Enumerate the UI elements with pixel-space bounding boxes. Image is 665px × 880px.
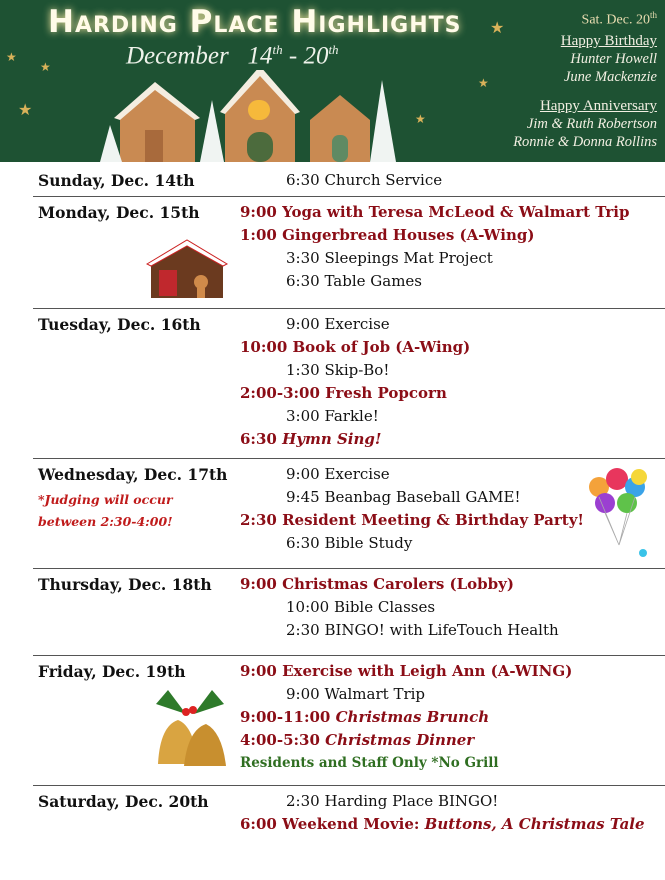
event-list [240,201,629,293]
event-text: 1:00 Gingerbread Houses (A-Wing) [240,226,535,244]
date-sup: th [649,10,657,20]
anniversary-heading: Happy Anniversary [539,97,657,114]
birthday-name: Hunter Howell [570,50,657,67]
day-row [33,196,665,308]
event-emphasis: Buttons, A Christmas Tale [424,815,645,833]
event-item [240,596,559,619]
event-text: 9:00 Exercise [286,315,390,333]
event-item [240,509,584,532]
event-item [240,619,559,642]
event-item [240,660,572,683]
birthday-heading: Happy Birthday [560,32,657,49]
range-sep: - [288,42,298,70]
birthday-name: June Mackenzie [564,68,657,85]
event-item [240,813,645,836]
month: December [126,42,229,70]
note-line: between 2:30-4:00! [38,514,173,529]
event-text: 1:30 Skip-Bo! [286,361,390,379]
event-item [240,169,442,192]
day-row [33,655,665,785]
event-list [240,660,572,775]
event-item [240,224,629,247]
day-row [33,165,665,196]
day-row [33,785,665,845]
start-day: 14 [247,42,273,70]
celebrations-panel [497,10,657,151]
event-text: 10:00 Book of Job (A-Wing) [240,338,471,356]
event-item [240,706,572,729]
event-text: 4:00-5:30 [240,731,326,749]
event-item [240,428,470,451]
day-label: Wednesday, Dec. 17th [38,465,228,484]
event-item [240,729,572,752]
event-text: 6:30 [240,430,283,448]
event-text: 6:30 Church Service [286,171,443,189]
event-text: 9:00-11:00 [240,708,336,726]
event-item [240,405,470,428]
event-text: 10:00 Bible Classes [286,598,436,616]
event-item [240,247,629,270]
celebration-date [497,10,657,29]
event-text: 2:30 BINGO! with LifeTouch Health [286,621,559,639]
end-sup: th [328,42,339,57]
event-list [240,313,470,451]
header-banner [0,0,665,162]
event-emphasis: Christmas Dinner [325,731,475,749]
star-icon: ★ [18,100,33,119]
event-item [240,201,629,224]
event-item [240,359,470,382]
event-item [240,790,645,813]
event-item [240,336,470,359]
start-sup: th [272,42,283,57]
balloons-icon [585,465,649,560]
day-row [33,308,665,458]
event-text: 3:30 Sleepings Mat Project [286,249,493,267]
anniversary-name: Ronnie & Donna Rollins [513,133,657,150]
star-icon: ★ [40,60,51,74]
event-text: 9:00 Walmart Trip [286,685,426,703]
event-item [240,382,470,405]
day-label: Saturday, Dec. 20th [38,792,209,811]
event-item [240,486,584,509]
event-emphasis: Christmas Brunch [335,708,490,726]
day-label: Friday, Dec. 19th [38,662,186,681]
day-row [33,568,665,655]
event-item [240,683,572,706]
date-text: Sat. Dec. 20 [581,12,650,28]
event-text: 2:30 Resident Meeting & Birthday Party! [240,511,584,529]
event-list [240,573,559,642]
day-label: Monday, Dec. 15th [38,203,200,222]
anniversary-name: Jim & Ruth Robertson [526,115,657,132]
day-note [38,489,238,533]
event-text: 9:00 Exercise with Leigh Ann (A-WING) [240,662,573,680]
event-item [240,752,572,775]
event-text: 6:30 Table Games [286,272,423,290]
star-icon: ★ [415,112,426,126]
star-icon: ★ [490,18,505,37]
event-text: 2:30 Harding Place BINGO! [286,792,499,810]
star-icon: ★ [6,50,17,64]
event-text: 6:00 Weekend Movie: [240,815,425,833]
event-text: 6:30 Bible Study [286,534,413,552]
day-label: Thursday, Dec. 18th [38,575,212,594]
christmas-bells-icon [146,686,234,772]
event-item [240,463,584,486]
event-list [240,463,584,555]
day-row [33,458,665,568]
event-item [240,573,559,596]
note-line: *Judging will occur [38,492,173,507]
gingerbread-house-icon [145,238,229,302]
star-icon: ★ [478,76,489,90]
event-item [240,313,470,336]
event-item [240,532,584,555]
event-text: 2:00-3:00 Fresh Popcorn [240,384,447,402]
day-label: Tuesday, Dec. 16th [38,315,201,334]
event-text: 9:45 Beanbag Baseball GAME! [286,488,521,506]
event-text: Residents and Staff Only *No Grill [240,755,499,771]
day-label: Sunday, Dec. 14th [38,171,195,190]
event-list [240,169,442,192]
event-list [240,790,645,836]
page-title: Harding Place Highlights [48,4,462,40]
end-day: 20 [303,42,329,70]
event-item [240,270,629,293]
event-text: 9:00 Yoga with Teresa McLeod & Walmart Trip [240,203,630,221]
date-range [126,42,339,70]
event-text: 9:00 Christmas Carolers (Lobby) [240,575,514,593]
event-text: 3:00 Farkle! [286,407,379,425]
event-text: 9:00 Exercise [286,465,390,483]
event-emphasis: Hymn Sing! [282,430,382,448]
gingerbread-houses-illustration [100,70,400,162]
